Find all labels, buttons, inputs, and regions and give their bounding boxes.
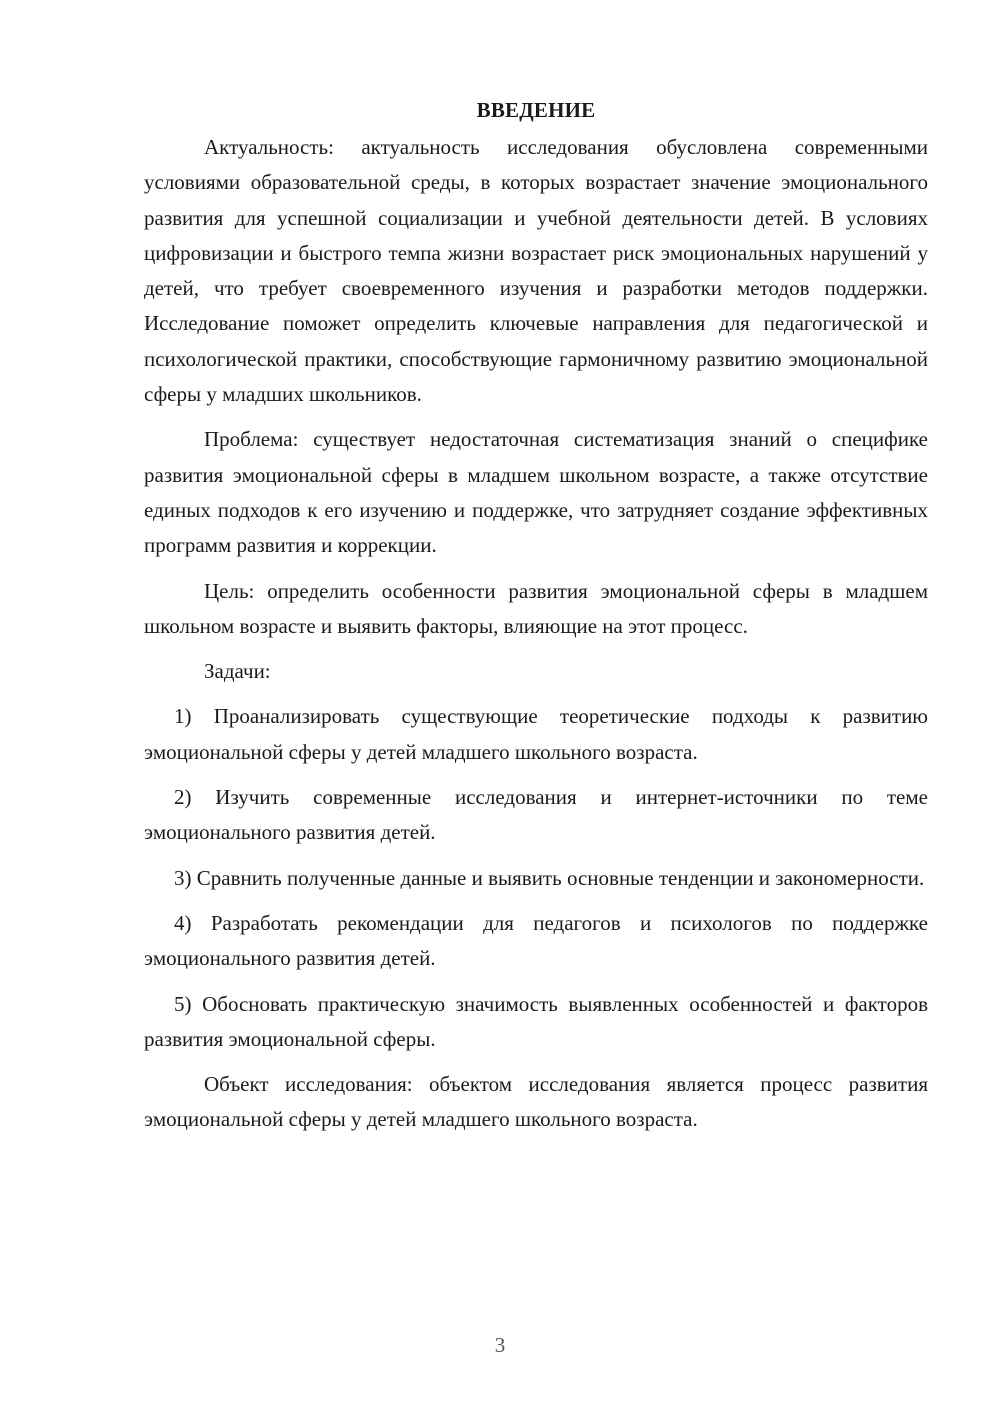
relevance-paragraph: Актуальность: актуальность исследования обусловлена современными условиями образовательной среды, в которых возрастает значение эмоционального развития для успешной социализации и учебной деятельности детей. В условиях цифровизации и быстрого темпа жизни возрастает риск эмоциональных нарушений у детей, что требует своевременного изучения и разработки методов поддержки. Исследование поможет определить ключевые направления для педагогической и психологической практики, способствующие гармоничному развитию эмоциональной сферы у младших школьников. (144, 135, 928, 407)
task-item-4: 4) Разработать рекомендации для педагогов и психологов по поддержке эмоционального развития детей. (144, 910, 928, 971)
task-item-2: 2) Изучить современные исследования и интернет-источники по теме эмоционального развития детей. (144, 785, 928, 845)
tasks-heading: Задачи: (204, 659, 271, 684)
goal-paragraph: Цель: определить особенности развития эмоциональной сферы в младшем школьном возрасте и выявить факторы, влияющие на этот процесс. (144, 578, 928, 638)
task-item-1: 1) Проанализировать существующие теоретические подходы к развитию эмоциональной сферы у детей младшего школьного возраста. (144, 704, 928, 764)
page-number: 3 (494, 1333, 506, 1357)
page-title: ВВЕДЕНИЕ (476, 98, 596, 122)
object-paragraph: Объект исследования: объектом исследования является процесс развития эмоциональной сферы у детей младшего школьного возраста. (144, 1072, 928, 1132)
task-item-3: 3) Сравнить полученные данные и выявить основные тенденции и закономерности. (174, 865, 925, 890)
task-item-5: 5) Обосновать практическую значимость выявленных особенностей и факторов развития эмоциональной сферы. (144, 991, 928, 1051)
problem-paragraph: Проблема: существует недостаточная систематизация знаний о специфике развития эмоциональной сферы в младшем школьном возрасте, а также отсутствие единых подходов к его изучению и поддержке, что затрудняет создание эффективных программ развития и коррекции. (144, 427, 928, 558)
document-page (144, 92, 928, 1148)
